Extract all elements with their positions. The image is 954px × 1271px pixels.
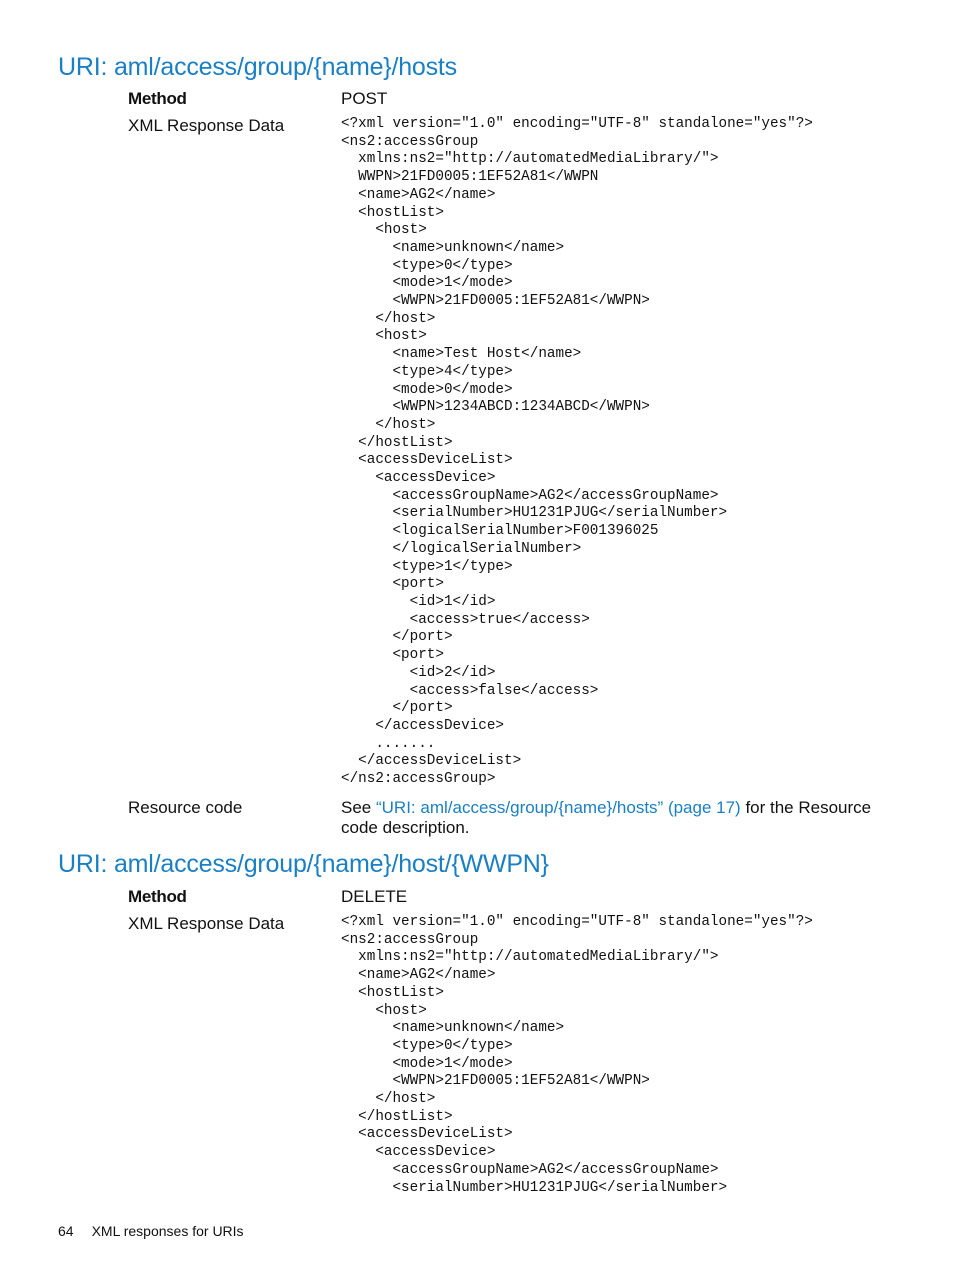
resource-code-label: Resource code: [128, 798, 243, 817]
resource-page-link[interactable]: “URI: aml/access/group/{name}/hosts” (page 17): [375, 798, 741, 817]
resource-code-description: [341, 798, 881, 838]
page-number: 64: [58, 1223, 74, 1239]
xml-response-code: <?xml version="1.0" encoding="UTF-8" standalone="yes"?> <ns2:accessGroup xmlns:ns2="http://automatedMediaLibrary/"> <name>AG2</name> <hostList> <host> <name>unknown</name> <type>0</type> <mode>1</mode> <WWPN>21FD0005:1EF52A81</WWPN> </host> </hostList> <accessDeviceList> <accessDevice> <accessGroupName>AG2</accessGroupName> <serialNumber>HU1231PJUG</serialNumber>: [341, 914, 813, 1196]
resource-prefix: See: [341, 798, 376, 817]
method-label: Method: [128, 887, 187, 906]
resource-suffix: for the Resource code description.: [341, 798, 872, 837]
method-value: DELETE: [341, 887, 408, 906]
xml-response-label: XML Response Data: [128, 116, 285, 135]
section-title-hosts: URI: aml/access/group/{name}/hosts: [58, 53, 457, 81]
section-title-host-wwpn: URI: aml/access/group/{name}/host/{WWPN}: [58, 850, 549, 878]
xml-response-label: XML Response Data: [128, 914, 285, 933]
chapter-title: XML responses for URIs: [91, 1223, 244, 1239]
page-footer: [58, 1223, 244, 1239]
xml-response-code: <?xml version="1.0" encoding="UTF-8" standalone="yes"?> <ns2:accessGroup xmlns:ns2="http://automatedMediaLibrary/"> WWPN>21FD0005:1EF52A81</WWPN <name>AG2</name> <hostList> <host> <name>unknown</name> <type>0</type> <mode>1</mode> <WWPN>21FD0005:1EF52A81</WWPN> </host> <host> <name>Test Host</name> <type>4</type> <mode>0</mode> <WWPN>1234ABCD:1234ABCD</WWPN> </host> </hostList> <accessDeviceList> <accessDevice> <accessGroupName>AG2</accessGroupName> <serialNumber>HU1231PJUG</serialNumber> <logicalSerialNumber>F001396025 </logicalSerialNumber> <type>1</type> <port> <id>1</id> <access>true</access> </port> <port> <id>2</id> <access>false</access> </port> </accessDevice> ....... </accessDeviceList> </ns2:accessGroup>: [341, 116, 813, 788]
method-label: Method: [128, 89, 187, 108]
method-value: POST: [341, 89, 388, 108]
